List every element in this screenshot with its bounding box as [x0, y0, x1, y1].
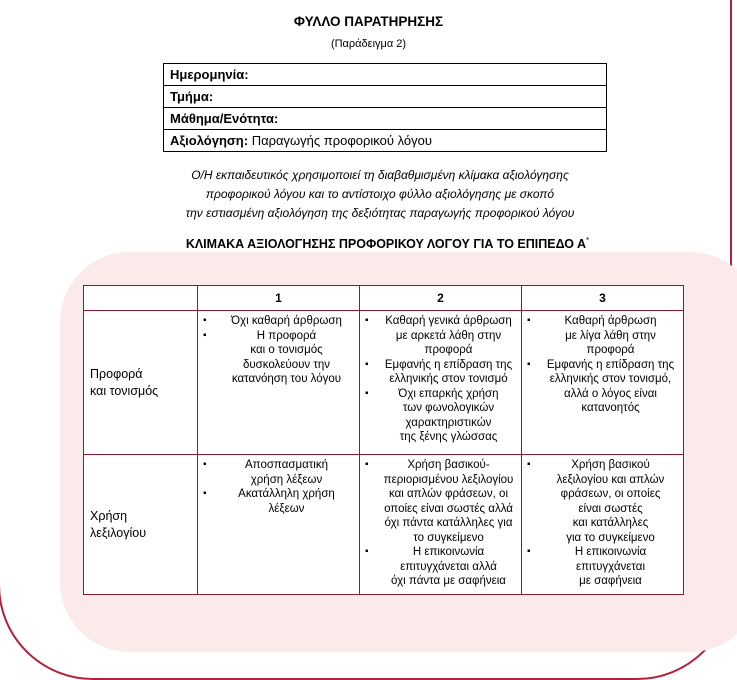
descriptor-cell — [360, 311, 522, 455]
info-table — [163, 63, 607, 152]
criterion-label: Χρήση λεξιλογίου — [84, 455, 198, 595]
descriptor-item: ▪ Καθαρή γενικά άρθρωση με αρκετά λάθη στην προφορά — [361, 314, 520, 358]
descriptor-cell — [522, 311, 684, 455]
info-value-assessment: Παραγωγής προφορικού λόγου — [251, 133, 432, 148]
descriptor-item: ▪ Ακατάλληλη χρήση λέξεων — [199, 487, 358, 516]
descriptor-item: ▪ Η επικοινωνία επιτυγχάνεται με σαφήνεια — [523, 545, 682, 589]
scale-level-1: 1 — [198, 286, 360, 311]
descriptor-cell — [522, 455, 684, 595]
scale-heading — [0, 236, 737, 251]
footnote-mark: * — [586, 236, 590, 245]
descriptor-item: ▪ Χρήση βασικού λεξιλογίου και απλών φράσεων, οι οποίες είναι σωστές και κατάλληλες για το συγκείμενο — [523, 458, 682, 545]
criterion-label: Προφορά και τονισμός — [84, 311, 198, 455]
info-label-assessment: Αξιολόγηση: — [170, 133, 249, 148]
descriptor-item: ▪ Καθαρή άρθρωση με λίγα λάθη στην προφορά — [523, 314, 682, 358]
info-row-class — [164, 86, 607, 108]
info-label-class: Τμήμα: — [170, 89, 214, 104]
info-label-lesson: Μάθημα/Ενότητα: — [170, 111, 279, 126]
descriptor-item: ▪ Χρήση βασικού- περιορισμένου λεξιλογίου και απλών φράσεων, οι οποίες είναι σωστές αλλά όχι πάντα κατάλληλες για το συγκείμενο — [361, 458, 520, 545]
scale-header-row — [84, 286, 684, 311]
intro-line: Ο/Η εκπαιδευτικός χρησιμοποιεί τη διαβαθμισμένη κλίμακα αξιολόγησης — [191, 168, 569, 182]
descriptor-item: ▪ Εμφανής η επίδραση της ελληνικής στον τονισμό, αλλά ο λόγος είναι κατανοητός — [523, 358, 682, 416]
page-title: ΦΥΛΛΟ ΠΑΡΑΤΗΡΗΣΗΣ — [293, 14, 444, 29]
info-row-date — [164, 64, 607, 86]
descriptor-cell — [360, 455, 522, 595]
intro-text — [110, 166, 650, 223]
page-subtitle: (Παράδειγμα 2) — [330, 38, 407, 50]
info-row-assessment — [164, 130, 607, 152]
info-label-date: Ημερομηνία: — [170, 67, 249, 82]
info-row-lesson — [164, 108, 607, 130]
descriptor-item: ▪ Εμφανής η επίδραση της ελληνικής στον τονισμό — [361, 358, 520, 387]
descriptor-item: ▪ Όχι επαρκής χρήση των φωνολογικών χαρακτηριστικών της ξένης γλώσσας — [361, 387, 520, 445]
table-row — [84, 311, 684, 455]
scale-heading-text: ΚΛΙΜΑΚΑ ΑΞΙΟΛΟΓΗΣΗΣ ΠΡΟΦΟΡΙΚΟΥ ΛΟΓΟΥ ΓΙΑ ΤΟ ΕΠΙΠΕΔΟ Α — [185, 237, 587, 252]
intro-line: την εστιασμένη αξιολόγηση της δεξιότητας παραγωγής προφορικού λόγου — [185, 206, 575, 220]
descriptor-item: ▪ Όχι καθαρή άρθρωση — [199, 314, 358, 329]
descriptor-item: ▪ Η προφορά και ο τονισμός δυσκολεύουν την κατανόηση του λόγου — [199, 329, 358, 387]
descriptor-item: ▪ Η επικοινωνία επιτυγχάνεται αλλά όχι πάντα με σαφήνεια — [361, 545, 520, 589]
descriptor-cell — [198, 455, 360, 595]
scale-level-3: 3 — [522, 286, 684, 311]
descriptor-cell — [198, 311, 360, 455]
scale-header-blank — [84, 286, 198, 311]
intro-line: προφορικού λόγου και το αντίστοιχο φύλλο αξιολόγησης με σκοπό — [205, 187, 555, 201]
descriptor-item: ▪ Αποσπασματική χρήση λέξεων — [199, 458, 358, 487]
scale-level-2: 2 — [360, 286, 522, 311]
scale-table — [83, 285, 684, 595]
table-row — [84, 455, 684, 595]
